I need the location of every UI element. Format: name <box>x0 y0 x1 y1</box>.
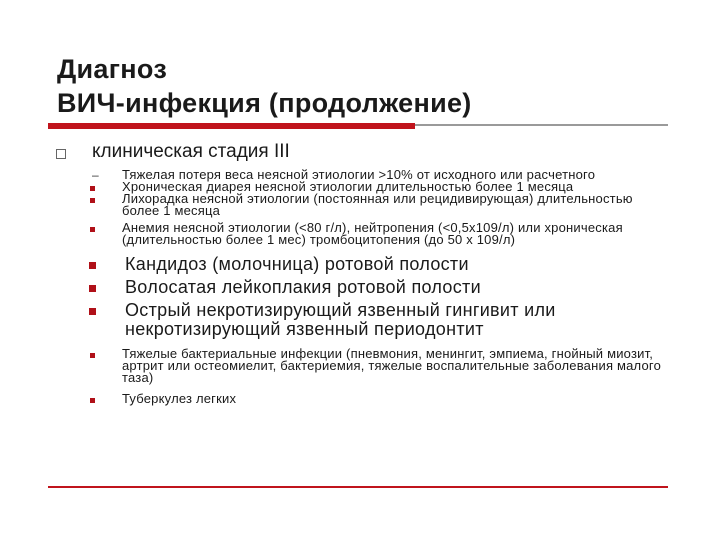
red-square-bullet-icon <box>89 262 96 269</box>
title-line-2: ВИЧ-инфекция (продолжение) <box>57 88 472 118</box>
list-item <box>50 301 670 339</box>
title-line-1: Диагноз <box>57 54 168 84</box>
title-divider-red <box>48 123 415 129</box>
list-item-text: Хроническая диарея неясной этиологии длительностью более 1 месяца <box>122 179 574 194</box>
list-item <box>50 348 670 384</box>
slide-content <box>50 141 670 405</box>
hollow-square-bullet-icon <box>56 149 66 159</box>
red-square-bullet-icon <box>90 398 95 403</box>
dash-bullet-icon: – <box>92 168 99 182</box>
list-item <box>50 393 670 405</box>
slide-title <box>57 52 472 120</box>
list-item-text: Кандидоз (молочница) ротовой полости <box>125 254 469 274</box>
list-item <box>50 193 670 217</box>
red-square-bullet-icon <box>90 227 95 232</box>
list-item-text: Лихорадка неясной этиологии (постоянная или рецидивирующая) длительностью более 1 месяца <box>122 191 633 218</box>
list-item-text: Туберкулез легких <box>122 391 237 406</box>
heading-item <box>50 141 670 163</box>
list-item <box>50 222 670 246</box>
red-square-bullet-icon <box>90 186 95 191</box>
red-square-bullet-icon <box>90 198 95 203</box>
list-item-text: Тяжелая потеря веса неясной этиологии >10% от исходного или расчетного <box>122 167 596 182</box>
red-square-bullet-icon <box>90 353 95 358</box>
list-item <box>50 278 670 297</box>
list-item-text: Анемия неясной этиологии (<80 г/л), нейтропения (<0,5х109/л) или хроническая (длительностью более 1 мес) тромбоцитопения (до 50 х 109/л) <box>122 220 623 247</box>
list-item-text: Волосатая лейкоплакия ротовой полости <box>125 277 481 297</box>
red-square-bullet-icon <box>89 308 96 315</box>
heading-text: клиническая стадия III <box>92 141 290 162</box>
footer-divider-red <box>48 486 668 488</box>
red-square-bullet-icon <box>89 285 96 292</box>
list-item-text: Тяжелые бактериальные инфекции (пневмония, менингит, эмпиема, гнойный миозит, артрит или остеомиелит, бактериемия, тяжелые воспалительные заболевания малого таза) <box>122 346 662 385</box>
list-item-text: Острый некротизирующий язвенный гингивит или некротизирующий язвенный периодонтит <box>125 300 556 339</box>
list-item <box>50 255 670 274</box>
